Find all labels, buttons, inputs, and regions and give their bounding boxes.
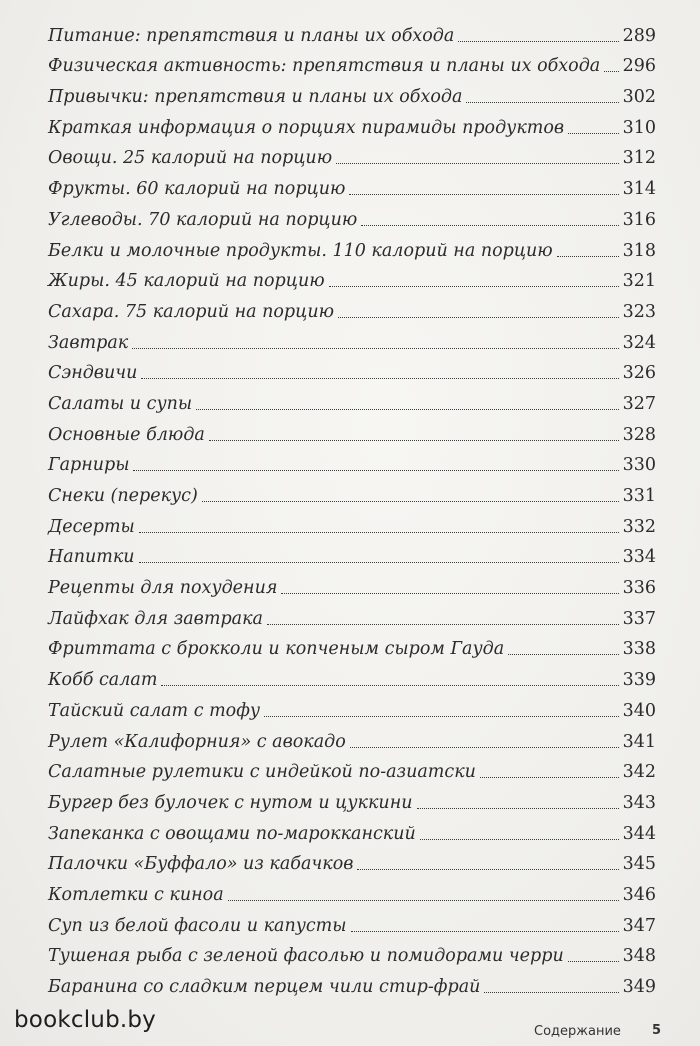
toc-entry [48, 262, 656, 293]
toc-entry-title: Фрукты. 60 калорий на порцию [48, 179, 346, 200]
toc-entry-page: 324 [622, 332, 656, 353]
dot-leader [267, 624, 619, 625]
dot-leader [264, 716, 619, 717]
toc-entry [48, 814, 656, 845]
toc-entry-title: Завтрак [48, 332, 129, 353]
toc-entry-title: Рулет «Калифорния» с авокадо [48, 731, 346, 752]
toc-entry-page: 340 [622, 700, 656, 721]
toc-entry-title: Напитки [48, 547, 135, 568]
dot-leader [480, 777, 619, 778]
toc-entry [48, 967, 656, 998]
toc-entry-title: Гарниры [48, 455, 130, 476]
toc-entry-page: 336 [622, 578, 656, 599]
toc-entry-title: Суп из белой фасоли и капусты [48, 915, 347, 936]
toc-entry [48, 783, 656, 814]
toc-entry-title: Краткая информация о порциях пирамиды продуктов [48, 117, 565, 138]
dot-leader [350, 747, 619, 748]
toc-entry [48, 630, 656, 661]
dot-leader [196, 409, 618, 410]
dot-leader [161, 685, 618, 686]
dot-leader [281, 593, 618, 594]
toc-entry [48, 906, 656, 937]
dot-leader [132, 348, 618, 349]
toc-entry-title: Сахара. 75 калорий на порцию [48, 301, 335, 322]
dot-leader [209, 440, 619, 441]
dot-leader [484, 992, 618, 993]
dot-leader [361, 225, 618, 226]
toc-entry-title: Белки и молочные продукты. 110 калорий на порцию [48, 240, 553, 261]
toc-entry-title: Питание: препятствия и планы их обхода [48, 25, 455, 46]
toc-entry [48, 139, 656, 170]
toc-entry [48, 384, 656, 415]
toc-entry [48, 476, 656, 507]
toc-entry-page: 314 [622, 179, 656, 200]
toc-entry-page: 318 [622, 240, 656, 261]
toc-entry-title: Тайский салат с тофу [48, 700, 261, 721]
toc-entry-title: Кобб салат [48, 670, 158, 691]
dot-leader [139, 562, 619, 563]
toc-entry [48, 599, 656, 630]
toc-entry-page: 347 [622, 915, 656, 936]
toc-entry-title: Привычки: препятствия и планы их обхода [48, 87, 463, 108]
toc-entry-page: 337 [622, 608, 656, 629]
toc-entry [48, 16, 656, 47]
toc-entry-page: 342 [622, 762, 656, 783]
toc-entry [48, 446, 656, 477]
toc-entry [48, 354, 656, 385]
toc-entry-page: 328 [622, 424, 656, 445]
dot-leader [202, 501, 619, 502]
toc-entry-page: 330 [622, 455, 656, 476]
toc-entry-page: 338 [622, 639, 656, 660]
toc-entry [48, 722, 656, 753]
toc-entry-page: 343 [622, 792, 656, 813]
dot-leader [568, 961, 619, 962]
toc-entry-page: 296 [622, 56, 656, 77]
toc-entry-title: Котлетки с киноа [48, 884, 224, 905]
toc-entry-title: Сэндвичи [48, 363, 138, 384]
toc-entry-title: Палочки «Буффало» из кабачков [48, 854, 354, 875]
toc-entry-page: 327 [622, 393, 656, 414]
dot-leader [357, 869, 618, 870]
toc-entry-page: 341 [622, 731, 656, 752]
toc-entry [48, 292, 656, 323]
toc-entry-page: 289 [622, 25, 656, 46]
toc-entry-page: 302 [622, 87, 656, 108]
toc-entry-page: 339 [622, 670, 656, 691]
toc-entry [48, 200, 656, 231]
dot-leader [557, 256, 619, 257]
toc-entry-title: Рецепты для похудения [48, 578, 278, 599]
toc-entry [48, 169, 656, 200]
footer-section-title: Содержание [534, 1024, 621, 1039]
toc-entry-page: 345 [622, 854, 656, 875]
toc-entry-page: 334 [622, 547, 656, 568]
dot-leader [336, 163, 618, 164]
toc-entry [48, 875, 656, 906]
toc-entry-page: 323 [622, 301, 656, 322]
dot-leader [228, 900, 619, 901]
dot-leader [568, 133, 618, 134]
toc-entry [48, 845, 656, 876]
dot-leader [466, 102, 618, 103]
dot-leader [604, 71, 618, 72]
toc-entry-page: 321 [622, 271, 656, 292]
toc-entry-page: 349 [622, 977, 656, 997]
toc-entry-title: Десерты [48, 516, 135, 537]
toc-entry-title: Бургер без булочек с нутом и цуккини [48, 792, 413, 813]
toc-entry-page: 346 [622, 884, 656, 905]
toc-entry [48, 691, 656, 722]
table-of-contents [48, 16, 656, 998]
toc-entry-page: 348 [622, 946, 656, 967]
toc-entry [48, 415, 656, 446]
dot-leader [349, 194, 618, 195]
toc-entry-title: Баранина со сладким перцем чили стир-фрай [48, 977, 481, 997]
dot-leader [458, 41, 618, 42]
toc-entry-title: Лайфхак для завтрака [48, 608, 263, 629]
dot-leader [338, 317, 619, 318]
dot-leader [508, 654, 618, 655]
toc-entry-title: Фриттата с брокколи и копченым сыром Гауда [48, 639, 505, 660]
toc-entry [48, 538, 656, 569]
dot-leader [141, 378, 618, 379]
toc-entry-title: Запеканка с овощами по-марокканский [48, 823, 416, 844]
toc-entry-title: Снеки (перекус) [48, 486, 198, 506]
toc-entry [48, 507, 656, 538]
toc-entry-page: 344 [622, 823, 656, 844]
toc-entry-title: Жиры. 45 калорий на порцию [48, 271, 325, 292]
dot-leader [133, 470, 618, 471]
toc-entry [48, 568, 656, 599]
toc-entry-page: 332 [622, 516, 656, 537]
toc-entry-page: 310 [622, 117, 656, 138]
toc-entry [48, 323, 656, 354]
toc-entry [48, 753, 656, 784]
toc-entry [48, 660, 656, 691]
dot-leader [417, 808, 619, 809]
toc-entry-title: Основные блюда [48, 424, 205, 445]
toc-entry-title: Физическая активность: препятствия и планы их обхода [48, 56, 601, 77]
toc-entry [48, 108, 656, 139]
toc-entry-page: 312 [622, 148, 656, 169]
toc-entry [48, 231, 656, 262]
toc-entry-title: Углеводы. 70 калорий на порцию [48, 209, 358, 230]
toc-entry [48, 47, 656, 78]
toc-entry [48, 937, 656, 968]
toc-entry-title: Тушеная рыба с зеленой фасолью и помидорами черри [48, 946, 564, 967]
toc-entry-title: Овощи. 25 калорий на порцию [48, 148, 333, 169]
footer-page-number: 5 [652, 1023, 662, 1038]
toc-entry [48, 77, 656, 108]
toc-entry-title: Салатные рулетики с индейкой по-азиатски [48, 762, 476, 783]
watermark-text: bookclub.by [14, 1007, 156, 1033]
toc-entry-title: Салаты и супы [48, 393, 193, 414]
dot-leader [420, 839, 619, 840]
dot-leader [139, 532, 619, 533]
toc-entry-page: 326 [622, 363, 656, 384]
toc-entry-page: 316 [622, 209, 656, 230]
toc-entry-page: 331 [622, 486, 656, 506]
dot-leader [329, 286, 619, 287]
dot-leader [351, 931, 619, 932]
